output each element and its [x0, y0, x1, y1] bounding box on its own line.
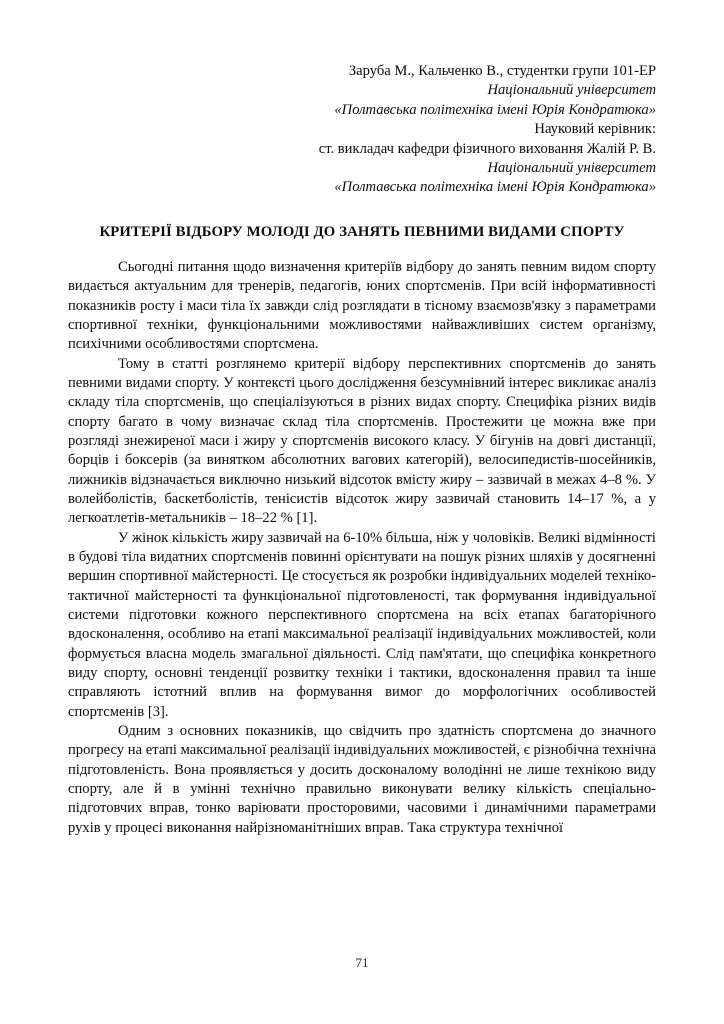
author-affiliation-block: [68, 62, 656, 198]
heading-line-supervisor-label: Науковий керівник:: [534, 121, 656, 138]
body-paragraph-1: Сьогодні питання щодо визначення критеріїв відбору до занять певним видом спорту видається актуальним для тренерів, педагогів, юних спортсменів. При всій інформативності показників росту і маси тіла їх завжди слід розглядати в тісному взаємозв'язку з параметрами спортивної техніки, функціональними можливостями найважливіших систем організму, психічними особливостями спортсмена.: [68, 258, 656, 353]
body-paragraph-2: Тому в статті розглянемо критерії відбору перспективних спортсменів до занять певними видами спорту. У контексті цього дослідження безсумнівний інтерес викликає аналіз складу тіла спортсменів, що спеціалізуються в різних видах спорту. Специфіка різних видів спорту багато в чому визначає склад тіла спортсменів. Простежити це можна вже при розгляді знежиреної маси і жиру у спортсменів високого класу. У бігунів на довгі дистанції, борців і боксерів (за винятком абсолютних вагових категорій), велосипедистів-шосейників, лижників відзначається виключно низький відсоток вмісту жиру – зазвичай в межах 4–8 %. У волейболістів, баскетболістів, тенісистів відсоток жиру зазвичай становить 14–17 %, а у легкоатлетів-метальників – 18–22 % [1].: [68, 355, 656, 527]
heading-line-authors: Заруба М., Кальченко В., студентки групи 101-ЕР: [348, 63, 656, 79]
heading-line-university-name-1: «Полтавська політехніка імені Юрія Кондратюка»: [334, 101, 656, 118]
body-paragraph-3: У жінок кількість жиру зазвичай на 6-10% більша, ніж у чоловіків. Великі відмінності в будові тіла видатних спортсменів повинні орієнтувати на пошук різних шляхів у досягненні вершин спортивної майстерності. Це стосується як розробки індивідуальних моделей техніко-тактичної майстерності та функціональної підготовленості, так формування індивідуальної системи підготовки кожного перспективного спортсмена на всіх етапах багаторічного вдосконалення, особливо на етапі максимальної реалізації індивідуальних можливостей, коли формується власна модель змагальної діяльності. Слід пам'ятати, що специфіка конкретного виду спорту, основні тенденції розвитку техніки і тактики, вдосконалення правил та інше справляють істотний вплив на формування вимог до морфологічних особливостей спортсменів [3].: [68, 529, 656, 720]
heading-line-supervisor-name: ст. викладач кафедри фізичного виховання Жалій Р. В.: [318, 140, 656, 157]
heading-line-university-2: Національний університет: [487, 160, 656, 177]
article-title: КРИТЕРІЇ ВІДБОРУ МОЛОДІ ДО ЗАНЯТЬ ПЕВНИМИ ВИДАМИ СПОРТУ: [99, 223, 625, 240]
body-paragraph-4: Одним з основних показників, що свідчить про здатність спортсмена до значного прогресу на етапі максимальної реалізації індивідуальних можливостей, є різнобічна технічна підготовленість. Вона проявляється у досить досконалому володінні не лише технікою виду спорту, але й в умінні технічно правильно виконувати велику кількість спеціально-підготовчих вправ, тонко варіювати просторовими, часовими і динамічними параметрами рухів у процесі виконання найрізноманітніших вправ. Така структура технічної: [68, 723, 656, 836]
heading-line-university-1: Національний університет: [487, 82, 656, 99]
page-number: 71: [355, 955, 369, 970]
article-body: [68, 258, 656, 838]
heading-line-university-name-2: «Полтавська політехніка імені Юрія Кондратюка»: [334, 179, 656, 196]
page-content: [68, 62, 656, 838]
